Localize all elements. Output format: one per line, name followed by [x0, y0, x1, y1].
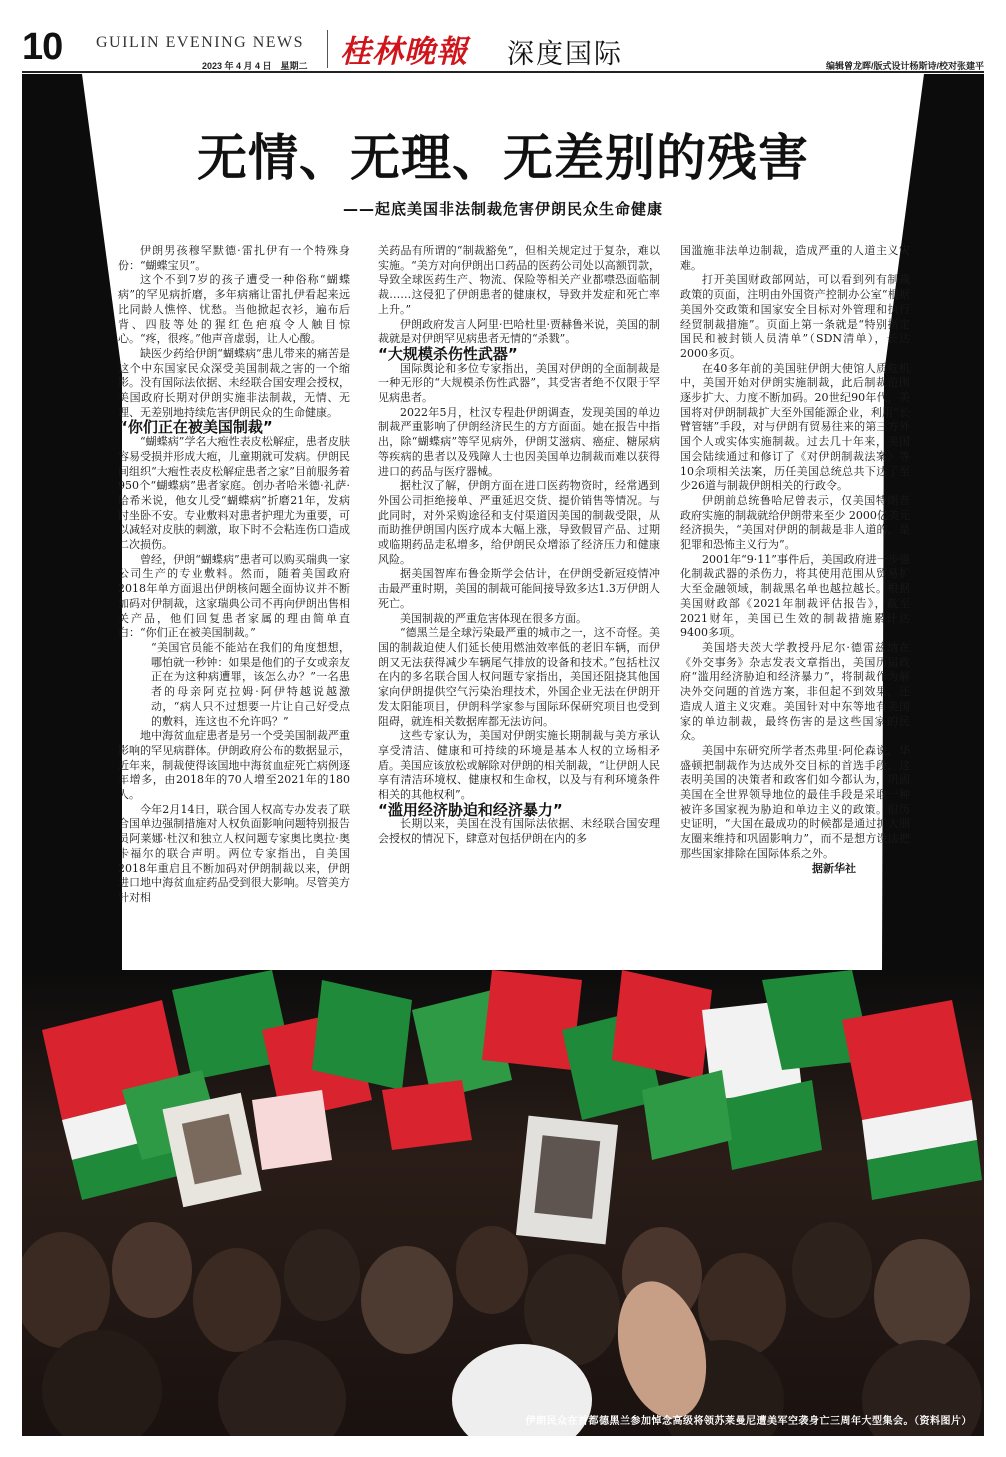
byline: 据新华社	[812, 861, 856, 875]
section-heading-2: “大规模杀伤性武器”	[378, 344, 518, 363]
paragraph: 2001年“9·11”事件后，美国政府进一步强化制裁武器的杀伤力，将其使用范围从贸易扩大至金融领域，制裁黑名单也越拉越长。根据美国财政部《2021年制裁评估报告》，截至2021财年，美国已生效的制裁措施累计达9400多项。	[680, 552, 910, 640]
paragraph: 据美国智库布鲁金斯学会估计，在伊朗受新冠疫情冲击最严重时期，美国的制裁可能间接导致多达1.3万伊朗人死亡。	[378, 567, 660, 610]
paragraph: 伊朗男孩穆罕默德·雷扎伊有一个特殊身份：“蝴蝶宝贝”。	[118, 244, 350, 272]
article-column-1	[118, 244, 350, 906]
paragraph: 美国中东研究所学者杰弗里·阿伦森说，华盛顿把制裁作为达成外交目标的首选手段，这表明美国的决策者和政客们如今都认为，巩固美国在全世界领导地位的最佳手段是采取一种被许多国家视为胁迫和单边主义的政策。但历史证明，“大国在最成功的时候都是通过扩大朋友圈来维持和巩固影响力”，而不是想方设法把那些国家排除在国际体系之外。	[680, 743, 910, 860]
article-column-3	[680, 244, 910, 876]
paragraph: 伊朗前总统鲁哈尼曾表示，仅美国特朗普政府实施的制裁就给伊朗带来至少 2000亿美元经济损失，“美国对伊朗的制裁是非人道的，是犯罪和恐怖主义行为”。	[680, 493, 910, 552]
section-heading-1: “你们正在被美国制裁”	[118, 418, 273, 437]
paragraph: 曾经，伊朗“蝴蝶病”患者可以购买瑞典一家公司生产的专业敷料。然而，随着美国政府2018年单方面退出伊朗核问题全面协议并不断加码对伊制裁，这家瑞典公司不再向伊朗出售相关产品，他们回复患者家属的理由简单直白：“你们正在被美国制裁。”	[118, 552, 350, 640]
paragraph: 伊朗政府发言人阿里·巴哈杜里·贾赫鲁米说，美国的制裁就是对伊朗罕见病患者无情的“杀戮”。	[378, 317, 660, 346]
paper-logo: 桂林晚報	[340, 34, 468, 70]
photo-caption: 伊朗民众在首都德黑兰参加悼念高级将领苏莱曼尼遭美军空袭身亡三周年大型集会。（资料图片）	[525, 1416, 972, 1427]
paragraph: 2022年5月，杜汉专程赴伊朗调查，发现美国的单边制裁严重影响了伊朗经济民生的方方面面。她在报告中指出，除“蝴蝶病”等罕见病外，伊朗艾滋病、癌症、糖尿病等疾病的患者以及残障人士也因美国单边制裁而难以获得进口的药品与医疗器械。	[378, 405, 660, 478]
masthead-rule	[22, 71, 984, 73]
paragraph: 关药品有所谓的“制裁豁免”，但相关规定过于复杂，难以实施。“美方对向伊朗出口药品的医药公司处以高额罚款，导致全球医药生产、物流、保险等相关产业都噤恐面临制裁……这侵犯了伊朗患者的健康权，导致并发症和死亡率上升。”	[378, 244, 660, 316]
paragraph: 这个不到7岁的孩子遭受一种俗称“蝴蝶病”的罕见病折磨，多年病痛让雷扎伊看起来远比同龄人憔悴、忧愁。当他掀起衣衫，遍布后背、四肢等处的猩红色疤痕令人触目惊心。“疼，很疼。”他声音虚弱，让人心酸。	[118, 273, 350, 346]
paragraph: 据杜汉了解，伊朗方面在进口医药物资时，经常遇到外国公司拒绝接单、严重延迟交货、提价销售等情况。与此同时，对外采购途径和支付渠道因美国的制裁受限，从而助推伊朗国内医疗成本大幅上涨，导致假冒产品、过期或临期药品走私增多，给伊朗民众增添了经济压力和健康风险。	[378, 479, 660, 566]
article-column-2	[378, 244, 660, 847]
headline: 无情、无理、无差别的残害	[197, 129, 809, 187]
paragraph: 今年2月14日，联合国人权高专办发表了联合国单边强制措施对人权负面影响问题特别报告员阿莱娜·杜汉和独立人权问题专家奥比奥拉·奥卡福尔的联合声明。两位专家指出，自美国2018年重启且不断加码对伊朗制裁以来，伊朗进口地中海贫血症药品受到很大影响。尽管美方针对相	[118, 802, 350, 904]
paragraph: 美国制裁的严重危害体现在很多方面。	[400, 611, 587, 625]
editors-credit: 编辑曾龙晖/版式设计杨斯诗/校对张建平	[825, 61, 984, 71]
paragraph: “蝴蝶病”学名大疱性表皮松解症，患者皮肤容易受损并形成大疱，儿童期就可发病。伊朗民间组织“大疱性表皮松解症患者之家”目前服务着950个“蝴蝶病”患者家庭。创办者哈米德·礼萨·哈希米说，他女儿受“蝴蝶病”折磨21年，发病时坐卧不安。专业敷料对患者护理尤为重要，可以减轻对皮肤的刺激，取下时不会粘连伤口造成二次损伤。	[118, 435, 350, 552]
pull-quote: “美国官员能不能站在我们的角度想想，哪怕就一秒钟：如果是他们的子女或亲友正在为这种病遭罪，该怎么办？”一名患者的母亲阿克拉姆·阿伊特越说越激动，“病人只不过想要一片让自己好受点的敷料，连这也不允许吗？”	[151, 640, 350, 728]
masthead	[0, 0, 1006, 74]
subhead: ——起底美国非法制裁危害伊朗民众生命健康	[342, 200, 663, 218]
paragraph: 打开美国财政部网站，可以看到列有制裁政策的页面，注明由外国资产控制办公室“根据美国外交政策和国家安全目标对外管理和执行经贸制裁措施”。页面上第一条就是“特别指定国民和被封锁人员清单”（SDN清单），长达2000多页。	[680, 273, 910, 360]
paragraph: 在40多年前的美国驻伊朗大使馆人质危机中，美国开始对伊朗实施制裁，此后制裁范围逐步扩大、力度不断加码。20世纪90年代，美国将对伊朗制裁扩大至外国能源企业，利用“长臂管辖”手段，对与伊朗有贸易往来的第三方外国个人或实体实施制裁。过去几十年来，美国国会陆续通过和修订了《对伊朗制裁法案》等10余项相关法案，历任美国总统总共下达了至少26道与制裁伊朗相关的行政令。	[680, 361, 910, 493]
paragraph: “德黑兰是全球污染最严重的城市之一，这不奇怪。美国的制裁迫使人们延长使用燃油效率低的老旧车辆，而伊朗又无法获得减少车辆尾气排放的设备和技术。”包括杜汉在内的多名联合国人权问题专家指出，美国还阻挠其他国家向伊朗提供空气污染治理技术，外国企业无法在伊朗开发太阳能项目，伊朗科学家参与国际环保研究项目也受到阻碍，就连相关数据库都无法访问。	[378, 626, 660, 728]
page-number: 10	[22, 26, 63, 68]
section-heading-3: “滥用经济胁迫和经济暴力”	[378, 800, 563, 819]
paragraph: 地中海贫血症患者是另一个受美国制裁严重影响的罕见病群体。伊朗政府公布的数据显示，近年来，制裁使得该国地中海贫血症死亡病例逐年增多，由2018年的70人增至2021年的180人。	[118, 729, 350, 802]
section-name: 深度国际	[507, 39, 623, 70]
paragraph: 这些专家认为，美国对伊朗实施长期制裁与美方承认享受清洁、健康和可持续的环境是基本人权的立场相矛盾。美国应该放松或解除对伊朗的相关制裁，“让伊朗人民享有清洁环境权、健康权和生命权，以及与有利环境条件相关的其他权利”。	[378, 729, 660, 802]
paper-name-en: GUILIN EVENING NEWS	[96, 34, 305, 51]
paragraph: 长期以来，美国在没有国际法依据、未经联合国安理会授权的情况下，肆意对包括伊朗在内的多	[378, 817, 660, 846]
paragraph: 缺医少药给伊朗“蝴蝶病”患儿带来的痛苦是这个中东国家民众深受美国制裁之害的一个缩影。没有国际法依据、未经联合国安理会授权，美国政府长期对伊朗实施非法制裁，无情、无理、无差别地持续危害伊朗民众的生命健康。	[118, 346, 350, 419]
paragraph: 美国塔夫茨大学教授丹尼尔·德雷兹纳在《外交事务》杂志发表文章指出，美国历届政府“滥用经济胁迫和经济暴力”，将制裁作为解决外交问题的首选方案，非但起不到效果，还造成人道主义灾难。美国针对中东等地有美国家的单边制裁，最终伤害的是这些国家的民众。	[680, 640, 910, 743]
rally-photo	[22, 970, 984, 1436]
paragraph: 国际舆论和多位专家指出，美国对伊朗的全面制裁是一种无形的“大规模杀伤性武器”，其受害者绝不仅限于罕见病患者。	[378, 361, 660, 405]
issue-date: 2023 年 4 月 4 日 星期二	[202, 61, 308, 71]
masthead-divider	[327, 30, 328, 68]
paragraph: 国滥施非法单边制裁，造成严重的人道主义灾难。	[680, 244, 910, 272]
